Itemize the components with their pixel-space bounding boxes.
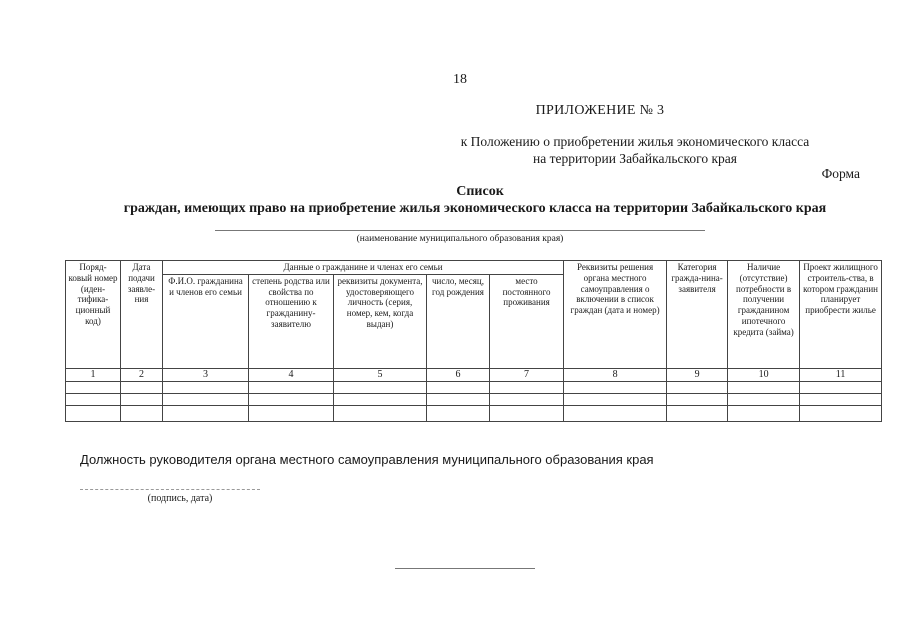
blank-cell — [66, 381, 121, 393]
header-birth-date: число, месяц, год рождения — [427, 274, 490, 368]
blank-cell — [667, 393, 728, 405]
header-full-name: Ф.И.О. гражданина и членов его семьи — [163, 274, 249, 368]
blank-cell — [121, 381, 163, 393]
header-residence: место постоянного проживания — [490, 274, 564, 368]
appendix-title: ПРИЛОЖЕНИЕ № 3 — [535, 103, 665, 118]
blank-cell — [249, 393, 334, 405]
blank-cell — [334, 393, 427, 405]
blank-data-row — [66, 381, 882, 393]
blank-cell — [121, 393, 163, 405]
blank-cell — [564, 405, 667, 421]
column-number: 1 — [66, 368, 121, 381]
column-number-row — [66, 368, 882, 381]
column-number: 6 — [427, 368, 490, 381]
blank-cell — [490, 405, 564, 421]
blank-cell — [249, 381, 334, 393]
blank-cell — [427, 381, 490, 393]
blank-cell — [490, 393, 564, 405]
column-number: 2 — [121, 368, 163, 381]
header-housing-project: Проект жилищного строитель-ства, в котором гражданин планирует приобрести жилье — [800, 261, 882, 369]
signature-line — [80, 489, 260, 490]
header-identity-document: реквизиты документа, удостоверяющего личность (серия, номер, кем, когда выдан) — [334, 274, 427, 368]
citizens-list-table — [65, 260, 882, 422]
column-number: 9 — [667, 368, 728, 381]
blank-cell — [249, 405, 334, 421]
blank-cell — [66, 393, 121, 405]
blank-cell — [728, 393, 800, 405]
blank-cell — [163, 393, 249, 405]
column-number: 8 — [564, 368, 667, 381]
blank-cell — [800, 393, 882, 405]
column-number: 7 — [490, 368, 564, 381]
header-mortgage-need: Наличие (отсутствие) потребности в получении гражданином ипотечного кредита (займа) — [728, 261, 800, 369]
regulation-reference-line-2: на территории Забайкальского края — [533, 151, 737, 166]
column-number: 4 — [249, 368, 334, 381]
signature-caption: (подпись, дата) — [147, 493, 213, 504]
blank-cell — [728, 381, 800, 393]
blank-data-row — [66, 405, 882, 421]
blank-cell — [66, 405, 121, 421]
column-number: 11 — [800, 368, 882, 381]
header-applicant-category: Категория гражда-нина-заявителя — [667, 261, 728, 369]
footer-separator-line — [395, 568, 535, 569]
blank-cell — [800, 381, 882, 393]
blank-cell — [667, 381, 728, 393]
page-number: 18 — [453, 72, 467, 87]
blank-cell — [800, 405, 882, 421]
blank-cell — [163, 381, 249, 393]
blank-cell — [427, 405, 490, 421]
blank-cell — [163, 405, 249, 421]
blank-cell — [728, 405, 800, 421]
column-number: 10 — [728, 368, 800, 381]
document-subtitle: граждан, имеющих право на приобретение жилья экономического класса на территории Забайкальского края — [123, 201, 827, 216]
header-decision-details: Реквизиты решения органа местного самоуправления о включении в список граждан (дата и номер) — [564, 261, 667, 369]
blank-cell — [667, 405, 728, 421]
blank-cell — [427, 393, 490, 405]
blank-cell — [334, 381, 427, 393]
form-label: Форма — [821, 166, 860, 181]
official-position-label: Должность руководителя органа местного самоуправления муниципального образования края — [80, 452, 654, 467]
blank-cell — [490, 381, 564, 393]
header-row-1 — [66, 261, 882, 275]
blank-cell — [334, 405, 427, 421]
document-title: Список — [456, 184, 504, 199]
header-family-data-group: Данные о гражданине и членах его семьи — [163, 261, 564, 275]
column-number: 3 — [163, 368, 249, 381]
blank-cell — [121, 405, 163, 421]
header-serial-number: Поряд-ковый номер (иден-тифика-ционный код) — [66, 261, 121, 369]
header-relation-degree: степень родства или свойства по отношению к гражданину-заявителю — [249, 274, 334, 368]
column-number: 5 — [334, 368, 427, 381]
header-application-date: Дата подачи заявле-ния — [121, 261, 163, 369]
municipality-caption: (наименование муниципального образования края) — [356, 234, 564, 244]
blank-data-row — [66, 393, 882, 405]
municipality-name-line — [215, 230, 705, 231]
blank-cell — [564, 381, 667, 393]
regulation-reference-line-1: к Положению о приобретении жилья экономического класса — [460, 134, 810, 149]
blank-cell — [564, 393, 667, 405]
